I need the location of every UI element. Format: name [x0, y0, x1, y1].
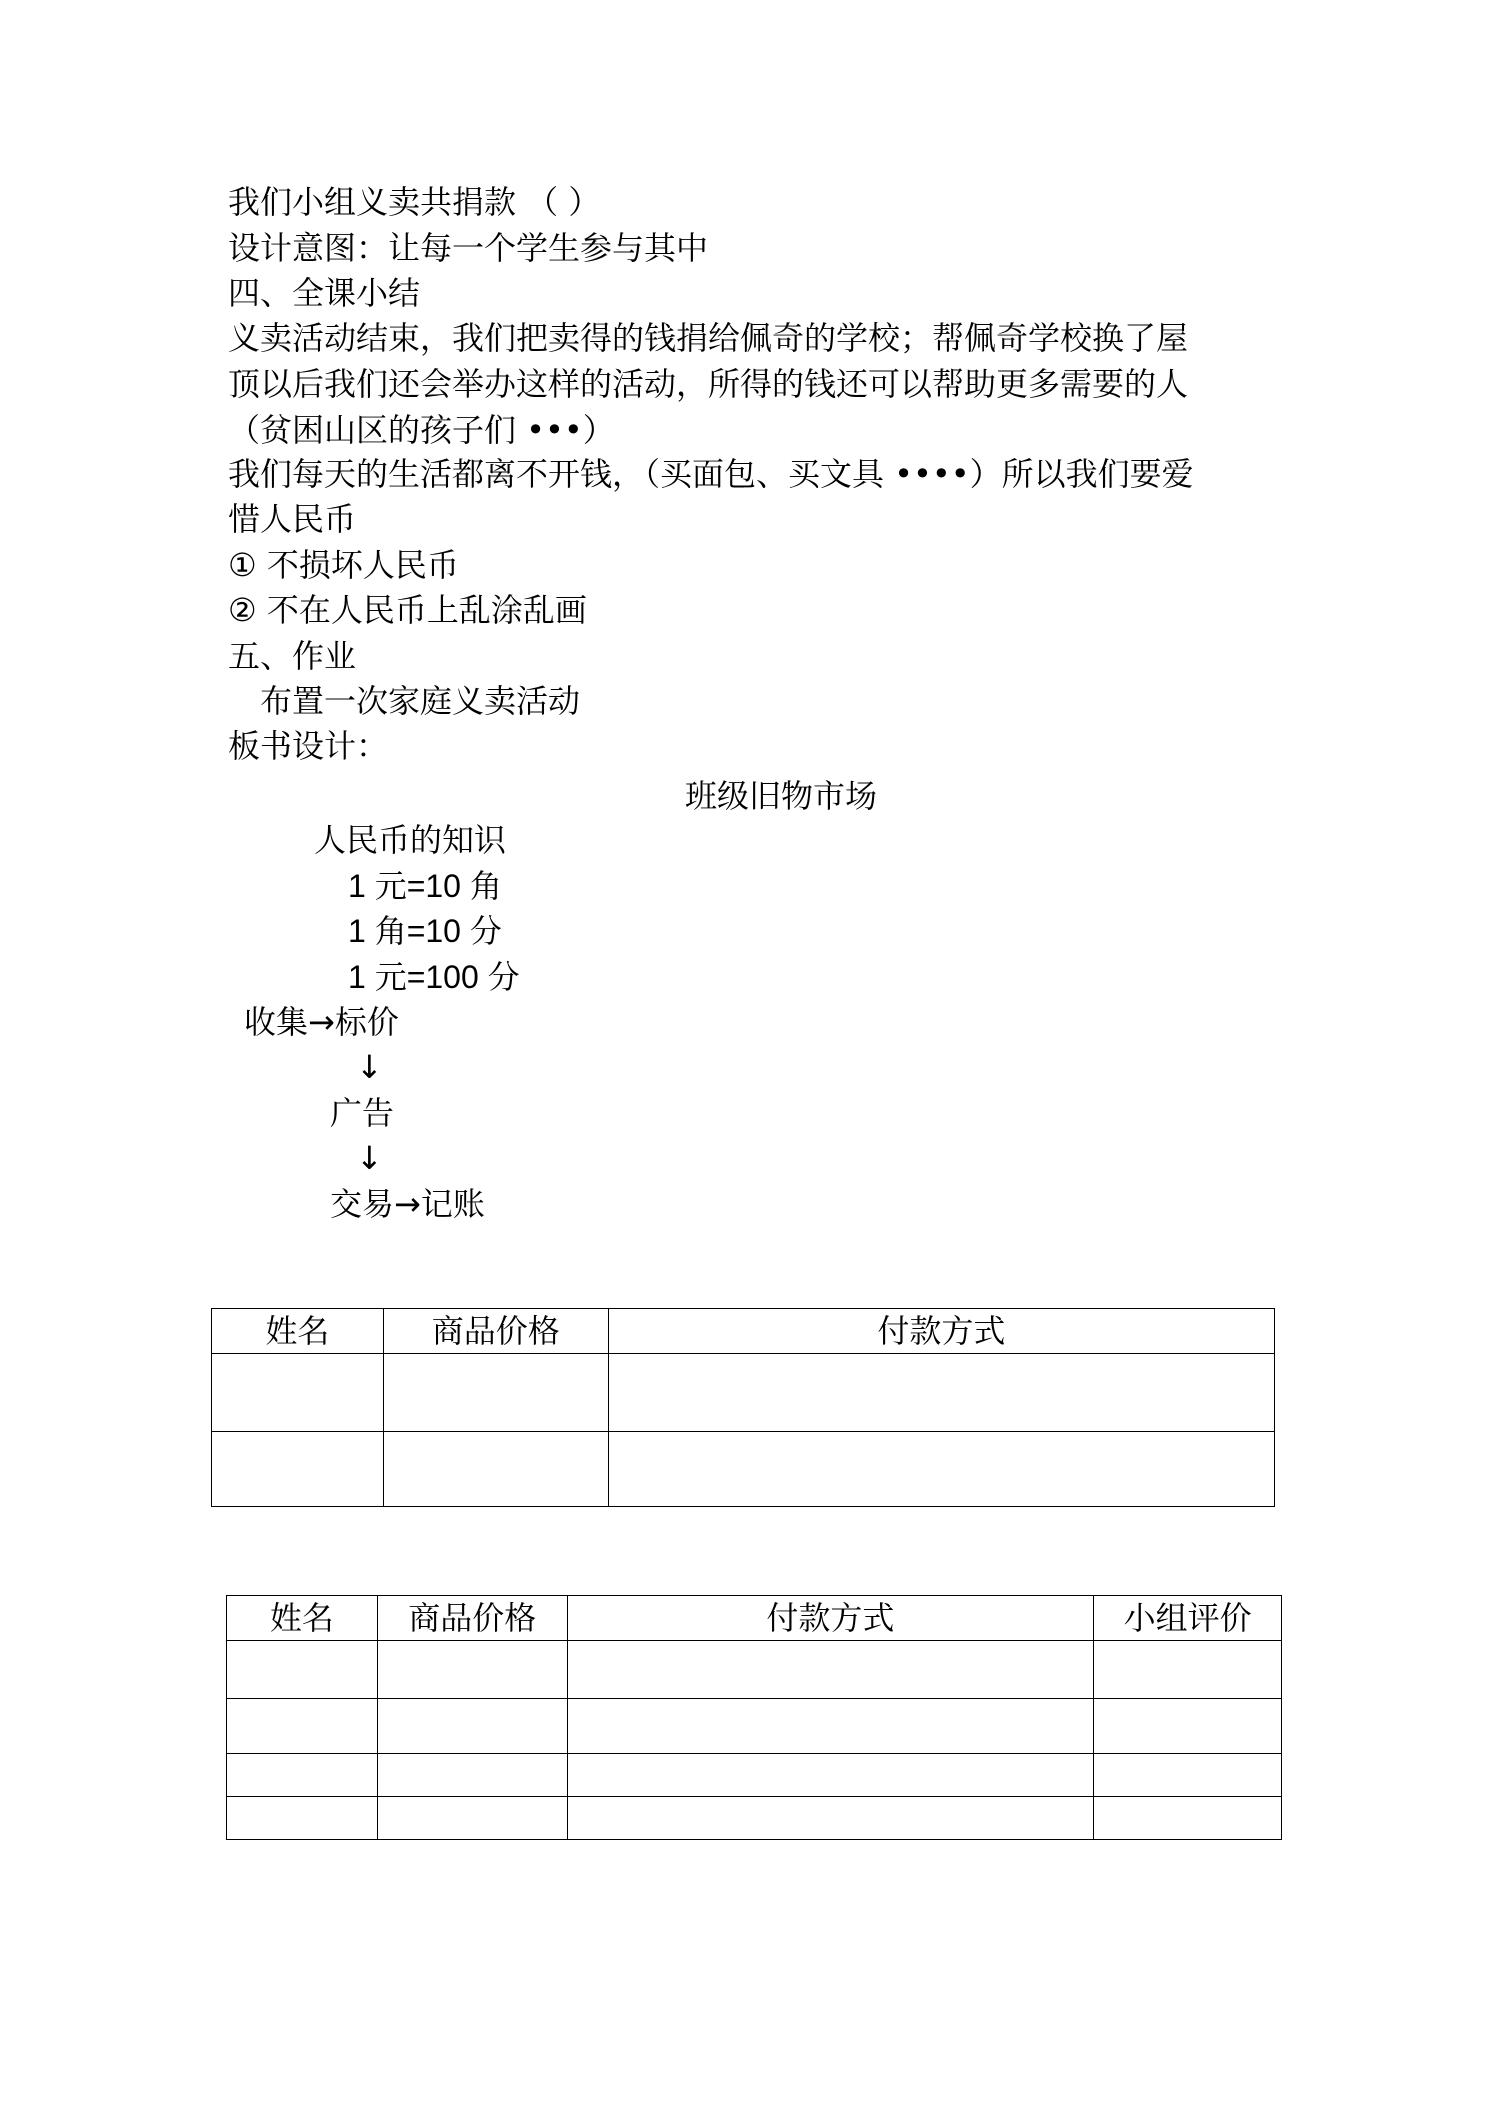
flow-collect-price: 收集→标价 [244, 1003, 399, 1041]
header-group-evaluation: 小组评价 [1094, 1596, 1282, 1641]
header-price: 商品价格 [383, 1309, 608, 1354]
table-row [227, 1699, 1282, 1754]
down-arrow-icon: ↓ [356, 1048, 383, 1086]
payment-table-1 [211, 1308, 1275, 1507]
down-arrow-icon: ↓ [356, 1139, 383, 1177]
summary-paragraph-line: 义卖活动结束，我们把卖得的钱捐给佩奇的学校；帮佩奇学校换了屋 [228, 319, 1189, 357]
rule-item: ① 不损坏人民币 [228, 546, 459, 584]
section-homework-heading: 五、作业 [228, 637, 357, 675]
equation: 1 元=100 分 [348, 959, 520, 995]
header-price: 商品价格 [377, 1596, 567, 1641]
rmb-knowledge: 人民币的知识 [314, 821, 507, 859]
board-title: 班级旧物市场 [685, 777, 878, 815]
equation: 1 元=10 角 [348, 868, 502, 904]
payment-table-2 [226, 1595, 1282, 1840]
flow-trade-record: 交易→记账 [330, 1185, 485, 1223]
table-row [227, 1754, 1282, 1797]
table-row [212, 1432, 1275, 1507]
table-row [227, 1641, 1282, 1699]
table-row [227, 1797, 1282, 1840]
summary-paragraph-line: 顶以后我们还会举办这样的活动，所得的钱还可以帮助更多需要的人 [228, 365, 1189, 403]
equation: 1 角=10 分 [348, 913, 502, 949]
rule-item: ② 不在人民币上乱涂乱画 [228, 591, 587, 629]
header-payment: 付款方式 [567, 1596, 1093, 1641]
header-payment: 付款方式 [608, 1309, 1274, 1354]
summary-paragraph-line: 惜人民币 [228, 500, 357, 538]
table-row [212, 1354, 1275, 1432]
header-name: 姓名 [227, 1596, 378, 1641]
design-intent: 设计意图：让每一个学生参与其中 [228, 229, 709, 267]
summary-paragraph-line: 我们每天的生活都离不开钱，（买面包、买文具 ••••）所以我们要爱 [228, 455, 1194, 493]
donation-line: 我们小组义卖共捐款 （ ） [228, 183, 601, 221]
section-summary-heading: 四、全课小结 [228, 274, 421, 312]
flow-advert: 广告 [330, 1094, 395, 1132]
header-name: 姓名 [212, 1309, 384, 1354]
summary-paragraph-line: （贫困山区的孩子们 •••） [228, 411, 615, 449]
homework-text: 布置一次家庭义卖活动 [260, 682, 581, 720]
board-design-label: 板书设计： [228, 727, 389, 765]
